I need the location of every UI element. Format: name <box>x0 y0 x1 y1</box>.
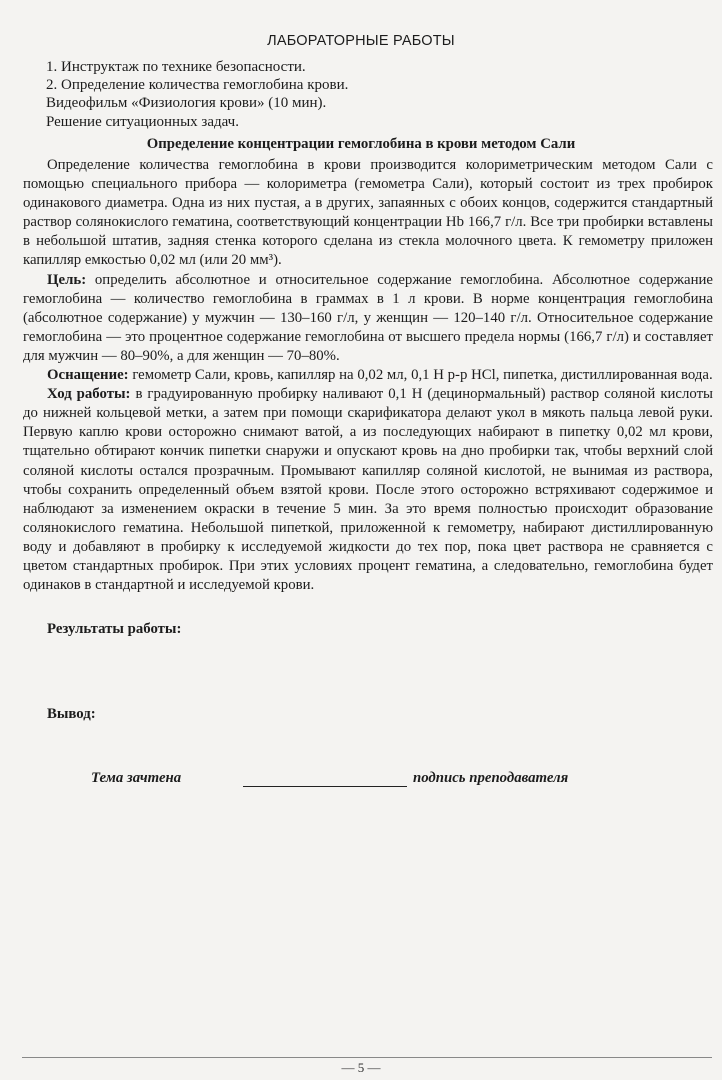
signature-line <box>243 786 407 787</box>
page-header: ЛАБОРАТОРНЫЕ РАБОТЫ <box>267 33 455 49</box>
intro-line: 1. Инструктаж по технике безопасности. <box>46 59 306 75</box>
conclusion-label: Вывод: <box>47 706 96 722</box>
page-number: — 5 — <box>341 1060 381 1075</box>
goal-text: определить абсолютное и относительное содержание гемоглобина. Абсолютное содержание гемоглобина — количество гемоглобина в граммах в 1 л крови. В норме концентрация гемоглобина (абсолютное содержание) у мужчин — 130–160 г/л, у женщин — 120–140 г/л. Относительное содержание гемоглобина — это процентное содержание гемоглобина от высшего предела нормы (166,7 г/л) и составляет для мужчин — 80–90%, а для женщин — 70–80%. <box>23 271 713 364</box>
procedure-text: в градуированную пробирку наливают 0,1 Н (децинормальный) раствор соляной кислоты до нижней кольцевой метки, а затем при помощи скарификатора делают укол в мякоть пальца левой руки. Первую каплю крови осторожно снимают ватой, а из последующих набирают в пипетку 0,02 мл крови, тщательно обтирают кончик пипетки снаружи и опускают кровь на дно пробирки так, чтобы верхний слой соляной кислоты остался прозрачным. Промывают капилляр соляной кислотой, не вынимая из раствора, чтобы сохранить определенный объем взятой крови. После этого осторожно встряхивают содержимое и наблюдают за изменением окраски в течение 5 мин. За это время полностью происходит образование солянокислого гематина. Небольшой пипеткой, приложенной к гемометру, набирают дистиллированную воду и добавляют в пробирку к исследуемой жидкости до тех пор, пока цвет раствора не сравняется с цветом стандартных пробирок. При этих условиях процент гематина, а следовательно, гемоглобина будет одинаков в стандартной и исследуемой крови. <box>23 386 713 594</box>
body-text <box>23 156 713 595</box>
paragraph-description: Определение количества гемоглобина в крови производится колориметрическим методом Сали с помощью специального прибора — колориметра (гемометра Сали), который состоит из трех пробирок одинакового диаметра. Одна из них пустая, а в других, запаянных с обоих концов, содержится стандартный раствор солянокислого гематина, соответствующий концентрации Hb 166,7 г/л. Все три пробирки вставлены в небольшой штатив, задняя стенка которого сделана из стекла молочного цвета. К гемометру приложен капилляр емкостью 0,02 мл (или 20 мм³). <box>23 157 713 269</box>
section-title: Определение концентрации гемоглобина в крови методом Сали <box>146 136 576 152</box>
intro-list <box>46 58 686 131</box>
results-label: Результаты работы: <box>47 621 182 637</box>
paragraph-goal <box>23 271 713 366</box>
teacher-signature-label: подпись преподавателя <box>413 770 569 786</box>
paragraph-procedure <box>23 385 713 595</box>
intro-line: 2. Определение количества гемоглобина крови. <box>46 77 349 94</box>
intro-line: Видеофильм «Физиология крови» (10 мин). <box>46 95 327 112</box>
equipment-text: гемометр Сали, кровь, капилляр на 0,02 мл, 0,1 Н р-р HCl, пипетка, дистиллированная вода. <box>132 367 713 384</box>
topic-passed-label: Тема зачтена <box>91 770 182 786</box>
procedure-label: Ход работы: <box>47 386 131 403</box>
equipment-label: Оснащение: <box>47 367 129 384</box>
goal-label: Цель: <box>47 271 87 288</box>
intro-line: Решение ситуационных задач. <box>46 113 239 130</box>
footer-divider <box>22 1057 712 1058</box>
paragraph-equipment <box>23 366 713 385</box>
signature-row <box>0 770 722 794</box>
